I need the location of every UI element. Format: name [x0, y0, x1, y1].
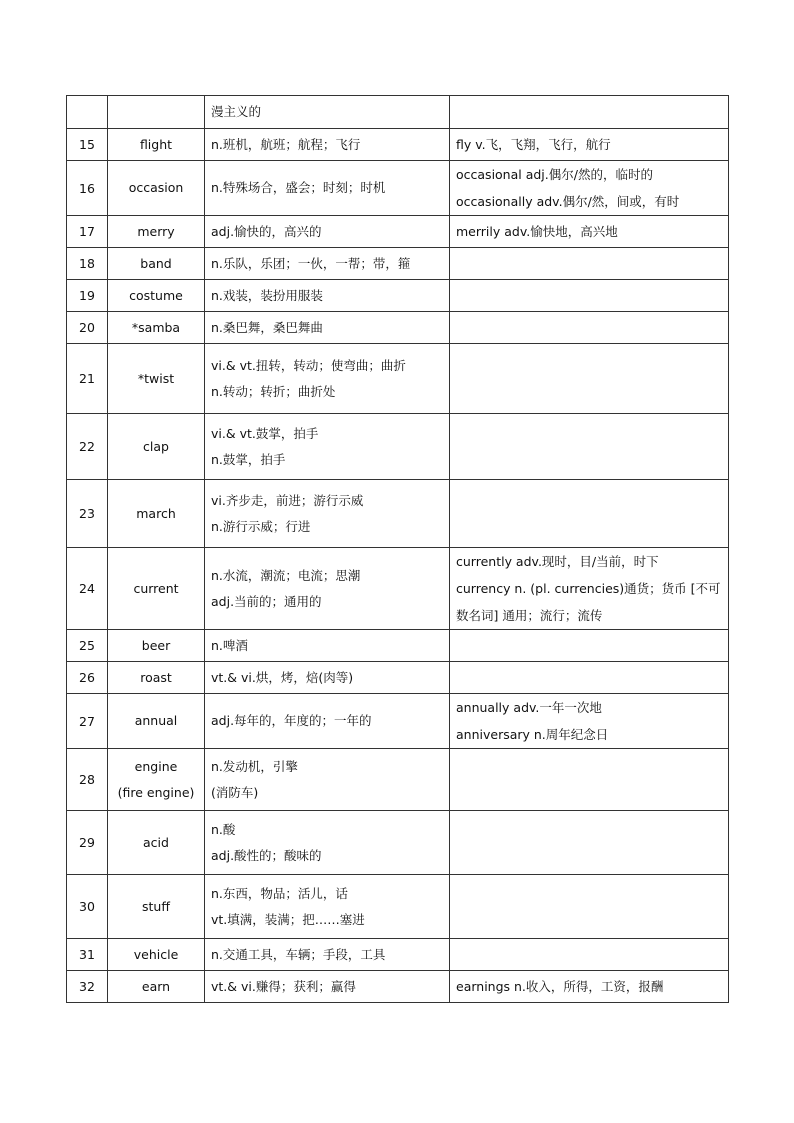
- row-number: 30: [67, 875, 108, 939]
- vocab-word: [108, 414, 205, 480]
- word-meaning: [205, 344, 450, 414]
- related-words: [450, 939, 729, 971]
- vocab-word: [108, 662, 205, 694]
- word-line: (fire engine): [117, 784, 195, 800]
- related-line: merrily adv.愉快地，高兴地: [456, 224, 618, 239]
- vocabulary-table-body: [67, 96, 729, 1003]
- related-words: [450, 344, 729, 414]
- meaning-line: n.班机，航班；航程；飞行: [211, 136, 361, 152]
- table-row: [67, 939, 729, 971]
- word-line: merry: [137, 223, 175, 239]
- row-number: 22: [67, 414, 108, 480]
- table-row: [67, 694, 729, 749]
- meaning-line: n.游行示威；行进: [211, 518, 311, 534]
- word-meaning: [205, 280, 450, 312]
- table-row: [67, 280, 729, 312]
- meaning-line: vi.& vt.鼓掌，拍手: [211, 425, 319, 441]
- word-line: annual: [134, 713, 178, 728]
- word-meaning: [205, 662, 450, 694]
- table-row: [67, 630, 729, 662]
- vocab-word: [108, 161, 205, 216]
- vocab-word: [108, 96, 205, 129]
- word-meaning: [205, 129, 450, 161]
- meaning-line: n.特殊场合，盛会；时刻；时机: [211, 180, 386, 195]
- meaning-line: n.桑巴舞，桑巴舞曲: [211, 319, 323, 335]
- meaning-line: n.酸: [211, 821, 236, 837]
- vocab-word: [108, 344, 205, 414]
- vocab-word: [108, 749, 205, 811]
- row-number: 24: [67, 548, 108, 630]
- related-words: [450, 662, 729, 694]
- meaning-line: n.戏装，装扮用服装: [211, 287, 323, 303]
- vocab-word: [108, 280, 205, 312]
- row-number: 26: [67, 662, 108, 694]
- table-row: [67, 96, 729, 129]
- word-line: march: [136, 505, 176, 521]
- related-line: earnings n.收入，所得，工资，报酬: [456, 979, 664, 994]
- word-line: *twist: [137, 370, 175, 386]
- table-row: [67, 875, 729, 939]
- meaning-line: n.啤酒: [211, 637, 248, 653]
- vocab-word: [108, 811, 205, 875]
- word-line: acid: [143, 834, 169, 850]
- related-words: [450, 96, 729, 129]
- meaning-line: adj.每年的，年度的；一年的: [211, 713, 372, 728]
- table-row: [67, 312, 729, 344]
- meaning-line: vt.& vi.赚得；获利；赢得: [211, 978, 356, 994]
- related-words: [450, 280, 729, 312]
- vocab-word: [108, 548, 205, 630]
- table-row: [67, 480, 729, 548]
- meaning-line: adj.愉快的，高兴的: [211, 223, 322, 239]
- meaning-line: adj.当前的；通用的: [211, 593, 322, 609]
- row-number: 29: [67, 811, 108, 875]
- table-row: [67, 161, 729, 216]
- table-row: [67, 548, 729, 630]
- vocab-word: [108, 939, 205, 971]
- word-meaning: [205, 248, 450, 280]
- word-meaning: [205, 414, 450, 480]
- word-line: stuff: [142, 898, 170, 914]
- table-row: [67, 248, 729, 280]
- row-number: 27: [67, 694, 108, 749]
- meaning-line: n.交通工具，车辆；手段，工具: [211, 946, 386, 962]
- word-line: current: [133, 580, 179, 596]
- word-meaning: [205, 971, 450, 1003]
- row-number: 17: [67, 216, 108, 248]
- related-line: currently adv.现时，目/当前，时下: [456, 554, 659, 569]
- row-number: 20: [67, 312, 108, 344]
- word-line: *samba: [131, 319, 181, 335]
- related-line: occasionally adv.偶尔/然，间或，有时: [456, 194, 680, 209]
- vocab-word: [108, 216, 205, 248]
- meaning-line: 漫主义的: [211, 104, 262, 119]
- related-words: [450, 630, 729, 662]
- word-meaning: [205, 96, 450, 129]
- related-words: [450, 312, 729, 344]
- word-line: roast: [140, 669, 172, 685]
- meaning-line: vt.& vi.烘，烤，焙(肉等): [211, 669, 354, 685]
- vocabulary-table: [66, 95, 729, 1003]
- row-number: 15: [67, 129, 108, 161]
- related-line: annually adv.一年一次地: [456, 700, 602, 715]
- word-line: costume: [129, 287, 183, 303]
- word-line: occasion: [128, 180, 184, 195]
- vocab-word: [108, 630, 205, 662]
- row-number: 19: [67, 280, 108, 312]
- meaning-line: vt.填满，装满；把……塞进: [211, 911, 365, 927]
- table-row: [67, 344, 729, 414]
- word-meaning: [205, 480, 450, 548]
- table-row: [67, 414, 729, 480]
- row-number: 32: [67, 971, 108, 1003]
- word-meaning: [205, 161, 450, 216]
- related-words: [450, 480, 729, 548]
- word-meaning: [205, 811, 450, 875]
- vocab-word: [108, 248, 205, 280]
- word-line: clap: [143, 438, 169, 454]
- vocab-word: [108, 694, 205, 749]
- related-words: [450, 216, 729, 248]
- meaning-line: n.东西，物品；活儿，话: [211, 885, 348, 901]
- related-words: [450, 694, 729, 749]
- word-meaning: [205, 694, 450, 749]
- word-meaning: [205, 749, 450, 811]
- word-meaning: [205, 216, 450, 248]
- word-meaning: [205, 875, 450, 939]
- row-number: 21: [67, 344, 108, 414]
- word-meaning: [205, 312, 450, 344]
- table-row: [67, 971, 729, 1003]
- word-meaning: [205, 939, 450, 971]
- related-words: [450, 548, 729, 630]
- related-words: [450, 971, 729, 1003]
- word-meaning: [205, 548, 450, 630]
- table-row: [67, 129, 729, 161]
- meaning-line: n.转动；转折；曲折处: [211, 383, 336, 399]
- word-line: engine: [134, 758, 178, 774]
- related-line: fly v.飞，飞翔，飞行，航行: [456, 137, 611, 152]
- row-number: 25: [67, 630, 108, 662]
- row-number: 16: [67, 161, 108, 216]
- row-number: 31: [67, 939, 108, 971]
- meaning-line: n.乐队，乐团；一伙，一帮；带，箍: [211, 255, 411, 271]
- meaning-line: n.水流，潮流；电流；思潮: [211, 567, 361, 583]
- table-row: [67, 662, 729, 694]
- vocab-word: [108, 875, 205, 939]
- row-number: 18: [67, 248, 108, 280]
- vocab-word: [108, 129, 205, 161]
- word-line: band: [140, 255, 172, 271]
- meaning-line: vi.& vt.扭转，转动；使弯曲；曲折: [211, 357, 406, 373]
- word-line: flight: [139, 136, 173, 152]
- table-row: [67, 811, 729, 875]
- related-line: occasional adj.偶尔/然的，临时的: [456, 167, 653, 182]
- related-words: [450, 129, 729, 161]
- related-words: [450, 248, 729, 280]
- related-words: [450, 414, 729, 480]
- row-number: 28: [67, 749, 108, 811]
- related-words: [450, 749, 729, 811]
- vocab-word: [108, 312, 205, 344]
- meaning-line: vi.齐步走，前进；游行示威: [211, 492, 364, 508]
- vocab-word: [108, 971, 205, 1003]
- table-row: [67, 749, 729, 811]
- related-words: [450, 875, 729, 939]
- vocab-word: [108, 480, 205, 548]
- meaning-line: adj.酸性的；酸味的: [211, 847, 322, 863]
- row-number: [67, 96, 108, 129]
- word-meaning: [205, 630, 450, 662]
- related-line: currency n. (pl. currencies)通货；货币 [不可数名词] 通用；流行；流传: [456, 581, 721, 623]
- meaning-line: n.发动机，引擎: [211, 758, 298, 774]
- related-line: anniversary n.周年纪念日: [456, 727, 609, 742]
- related-words: [450, 161, 729, 216]
- related-words: [450, 811, 729, 875]
- word-line: vehicle: [133, 946, 179, 962]
- row-number: 23: [67, 480, 108, 548]
- word-line: beer: [141, 637, 171, 653]
- meaning-line: n.鼓掌，拍手: [211, 451, 286, 467]
- meaning-line: (消防车): [211, 784, 259, 800]
- table-row: [67, 216, 729, 248]
- word-line: earn: [141, 978, 171, 994]
